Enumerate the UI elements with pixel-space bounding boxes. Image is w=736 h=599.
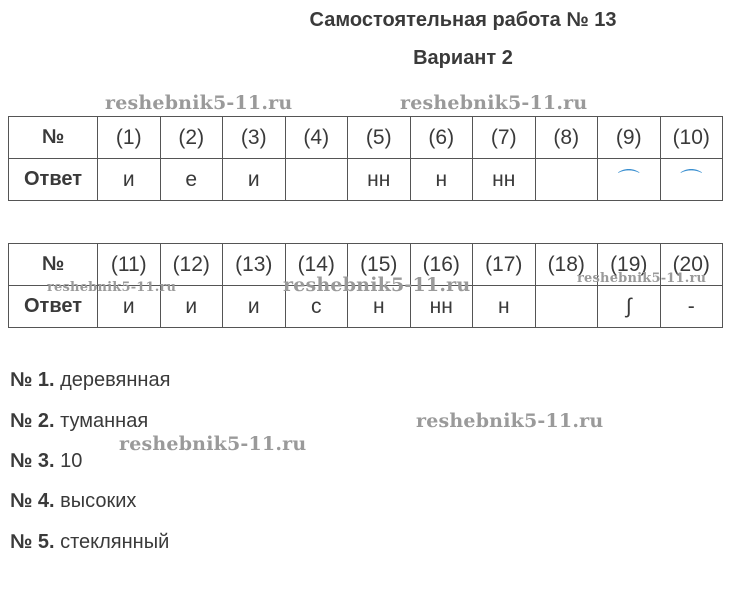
item-number: № 3. (10, 450, 55, 472)
item-text: 10 (60, 450, 83, 472)
answer-cell (535, 159, 598, 201)
suffix-mark-icon: ∫ (598, 286, 661, 328)
answer-cell (285, 159, 348, 201)
item-number: № 2. (10, 410, 55, 432)
root-arc-icon: ⌒ (660, 159, 723, 201)
watermark: reshebnik5-11.ru (577, 271, 707, 286)
answer-cell: нн (348, 159, 411, 201)
number-cell: (7) (473, 117, 536, 159)
number-cell: (15) (348, 244, 411, 286)
table-row-answers (9, 286, 723, 328)
number-cell: (18) (535, 244, 598, 286)
answer-cell: и (98, 159, 161, 201)
watermark: reshebnik5-11.ru (47, 280, 177, 295)
number-cell: (13) (223, 244, 286, 286)
number-cell: (19) (598, 244, 661, 286)
item-text: туманная (60, 410, 149, 432)
answer-cell: нн (473, 159, 536, 201)
answer-header-cell: Ответ (9, 286, 98, 328)
list-item (10, 369, 170, 392)
answer-cell: и (98, 286, 161, 328)
table-row-numbers (9, 244, 723, 286)
number-cell: (17) (473, 244, 536, 286)
number-cell: (20) (660, 244, 723, 286)
watermark: reshebnik5-11.ru (105, 92, 293, 114)
item-text: высоких (60, 490, 137, 512)
answer-cell (535, 286, 598, 328)
number-header-cell: № (9, 244, 98, 286)
answer-cell: и (160, 286, 223, 328)
item-number: № 1. (10, 369, 55, 391)
worksheet-title: Самостоятельная работа № 13 (309, 9, 617, 31)
item-number: № 4. (10, 490, 55, 512)
number-cell: (1) (98, 117, 161, 159)
number-cell: (16) (410, 244, 473, 286)
answer-cell: е (160, 159, 223, 201)
item-number: № 5. (10, 531, 55, 553)
answer-header-cell: Ответ (9, 159, 98, 201)
watermark: reshebnik5-11.ru (119, 433, 307, 455)
answer-cell: с (285, 286, 348, 328)
answer-cell: нн (410, 286, 473, 328)
number-cell: (14) (285, 244, 348, 286)
number-cell: (8) (535, 117, 598, 159)
item-text: стеклянный (60, 531, 170, 553)
number-cell: (6) (410, 117, 473, 159)
number-cell: (5) (348, 117, 411, 159)
number-cell: (10) (660, 117, 723, 159)
list-item (10, 410, 148, 433)
list-item (10, 531, 169, 554)
item-text: деревянная (60, 369, 171, 391)
number-cell: (11) (98, 244, 161, 286)
list-item (10, 450, 82, 473)
answers-table-1 (8, 116, 723, 201)
number-cell: (4) (285, 117, 348, 159)
list-item (10, 490, 136, 513)
number-header-cell: № (9, 117, 98, 159)
variant-title: Вариант 2 (413, 47, 513, 69)
answers-table-2 (8, 243, 723, 328)
watermark: reshebnik5-11.ru (416, 410, 604, 432)
answer-cell: и (223, 286, 286, 328)
root-arc-icon: ⌒ (598, 159, 661, 201)
watermark: reshebnik5-11.ru (283, 274, 471, 296)
table-row-answers (9, 159, 723, 201)
number-cell: (9) (598, 117, 661, 159)
number-cell: (2) (160, 117, 223, 159)
answer-cell: н (410, 159, 473, 201)
answer-cell: н (473, 286, 536, 328)
watermark: reshebnik5-11.ru (400, 92, 588, 114)
answer-cell: н (348, 286, 411, 328)
answer-cell: и (223, 159, 286, 201)
number-cell: (12) (160, 244, 223, 286)
number-cell: (3) (223, 117, 286, 159)
table-row-numbers (9, 117, 723, 159)
answer-cell: - (660, 286, 723, 328)
